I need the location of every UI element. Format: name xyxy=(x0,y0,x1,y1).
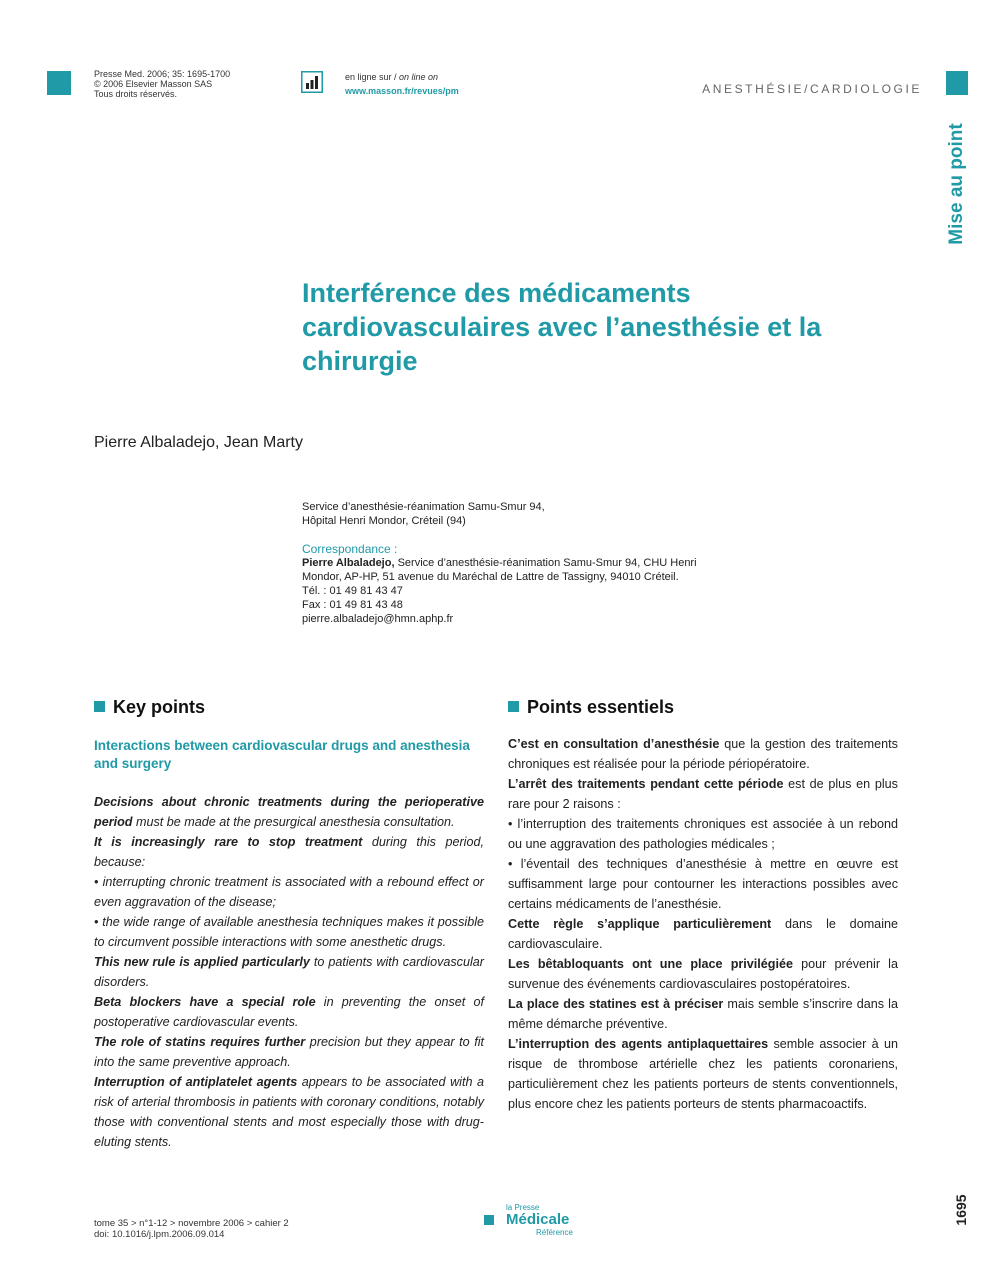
logo-line2: Médicale xyxy=(506,1211,570,1228)
paragraph: The role of statins requires further precision but they appear to fit into the same preventive approach. xyxy=(94,1035,484,1069)
paragraph: La place des statines est à préciser mais semble s’inscrire dans la même démarche préventive. xyxy=(508,997,898,1031)
correspondence-email[interactable]: pierre.albaladejo@hmn.aphp.fr xyxy=(302,613,454,625)
key-points-body xyxy=(94,792,484,1152)
article-title: Interférence des médicaments cardiovasculaires avec l’anesthésie et la chirurgie xyxy=(302,278,822,376)
paragraph: Interruption of antiplatelet agents appears to be associated with a risk of arterial thrombosis in patients with coronary conditions, notably those with conventional stents and most especially those with drug-eluting stents. xyxy=(94,1075,484,1149)
online-url-link[interactable]: www.masson.fr/revues/pm xyxy=(345,86,459,96)
bar-chart-icon xyxy=(301,71,323,93)
journal-citation: Presse Med. 2006; 35: 1695-1700 xyxy=(94,69,231,79)
paragraph: • the wide range of available anesthesia techniques makes it possible to circumvent possible interactions with some anesthetic drugs. xyxy=(94,915,484,949)
paragraph: L’arrêt des traitements pendant cette période est de plus en plus rare pour 2 raisons : xyxy=(508,777,898,811)
correspondence-tel: Tél. : 01 49 81 43 47 xyxy=(302,585,403,597)
points-essentiels-heading: Points essentiels xyxy=(508,695,898,719)
paragraph: L’interruption des agents antiplaquettaires semble associer à un risque de thrombose artérielle chez les patients coronariens, particulièrement chez les patients porteurs de stents conventionnels, plus encore chez les patients porteurs de stents pharmacoactifs. xyxy=(508,1037,898,1111)
square-bullet-icon xyxy=(94,701,105,712)
correspondence-label: Correspondance : xyxy=(302,542,398,556)
correspondence-address: Pierre Albaladejo, Service d’anesthésie-réanimation Samu-Smur 94, CHU Henri Mondor, AP-HP, 51 avenue du Maréchal de Lattre de Tassigny, 94010 Créteil. xyxy=(302,557,697,583)
points-essentiels-section xyxy=(508,695,898,1114)
paragraph: It is increasingly rare to stop treatment during this period, because: xyxy=(94,835,484,869)
online-label: en ligne sur / on line on xyxy=(345,72,439,82)
key-points-heading: Key points xyxy=(94,695,484,719)
square-bullet-icon xyxy=(508,701,519,712)
side-label-text: Mise au point xyxy=(946,123,967,245)
online-label-en: on line on xyxy=(399,72,439,82)
paragraph: Decisions about chronic treatments during the perioperative period must be made at the presurgical anesthesia consultation. xyxy=(94,795,484,829)
affiliation xyxy=(302,500,545,528)
points-essentiels-body xyxy=(508,734,898,1114)
correspondence-name: Pierre Albaladejo, xyxy=(302,557,395,569)
article-authors: Pierre Albaladejo, Jean Marty xyxy=(94,434,303,451)
category-label: ANESTHÉSIE/CARDIOLOGIE xyxy=(702,82,922,96)
journal-reference xyxy=(94,69,230,99)
paragraph: • l’interruption des traitements chroniques est associée à un rebond ou une aggravation des pathologies médicales ; xyxy=(508,817,898,851)
paragraph: C’est en consultation d’anesthésie que la gestion des traitements chroniques est réalisée pour la période périopératoire. xyxy=(508,737,898,771)
key-points-section xyxy=(94,695,484,1152)
footer-doi: doi: 10.1016/j.lpm.2006.09.014 xyxy=(94,1229,225,1240)
paragraph: Beta blockers have a special role in preventing the onset of postoperative cardiovascular events. xyxy=(94,995,484,1029)
journal-rights: Tous droits réservés. xyxy=(94,89,178,99)
online-info xyxy=(345,70,459,98)
paragraph: Les bêtabloquants ont une place privilégiée pour prévenir la survenue des événements cardiovasculaires postopératoires. xyxy=(508,957,898,991)
page-number xyxy=(946,1190,976,1230)
key-points-subheading: Interactions between cardiovascular drugs and anesthesia and surgery xyxy=(94,738,470,771)
paragraph: • l’éventail des techniques d’anesthésie à mettre en œuvre est suffisamment large pour contourner les interactions possibles avec certains médicaments de l’anesthésie. xyxy=(508,857,898,911)
logo-square-icon xyxy=(484,1215,494,1225)
header-square-right xyxy=(946,71,968,95)
journal-copyright: © 2006 Elsevier Masson SAS xyxy=(94,79,213,89)
paragraph: Cette règle s’applique particulièrement dans le domaine cardiovasculaire. xyxy=(508,917,898,951)
affiliation-line: Hôpital Henri Mondor, Créteil (94) xyxy=(302,515,466,527)
correspondence xyxy=(302,542,702,626)
correspondence-fax: Fax : 01 49 81 43 48 xyxy=(302,599,403,611)
logo-line3: Référence xyxy=(536,1228,573,1237)
logo-line1: la Presse xyxy=(506,1203,540,1212)
affiliation-line: Service d’anesthésie-réanimation Samu-Smur 94, xyxy=(302,501,545,513)
footer-issue: tome 35 > n°1-12 > novembre 2006 > cahier 2 xyxy=(94,1218,289,1229)
footer-issue-info xyxy=(94,1218,289,1240)
page-number-text: 1695 xyxy=(953,1194,969,1226)
header-square-left xyxy=(47,71,71,95)
paragraph: • interrupting chronic treatment is associated with a rebound effect or even aggravation of the disease; xyxy=(94,875,484,909)
section-side-label xyxy=(946,118,968,250)
paragraph: This new rule is applied particularly to patients with cardiovascular disorders. xyxy=(94,955,484,989)
